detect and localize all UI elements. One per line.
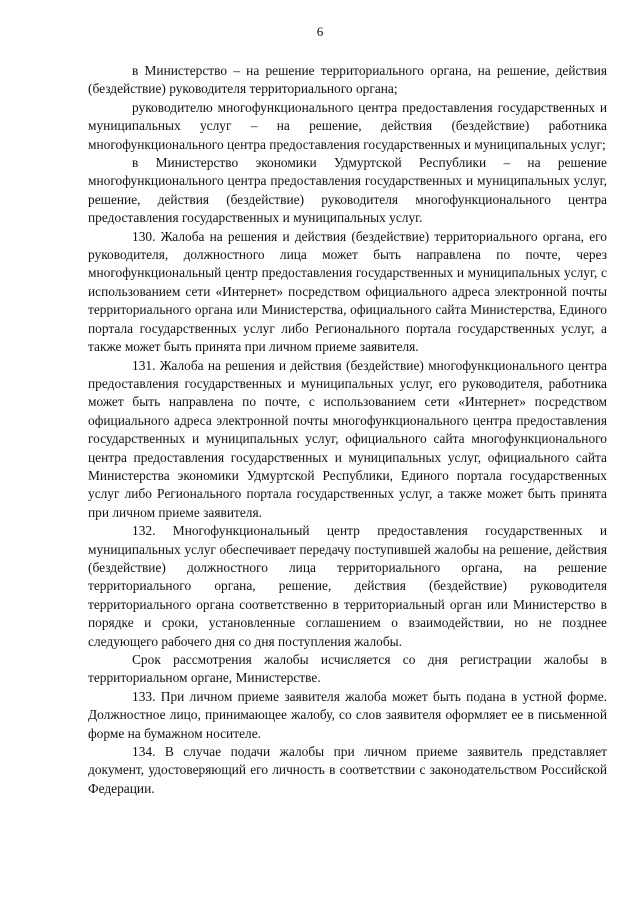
paragraph-economy-ministry-appeal: в Министерство экономики Удмуртской Республики – на решение многофункционального центра предоставления государственных и муниципальных услуг, решение, действия (бездействие) руководителя многофункционального центра предоставления государственных и муниципальных услуг. — [88, 155, 607, 226]
paragraph-130: 130. Жалоба на решения и действия (бездействие) территориального органа, его руководителя, должностного лица может быть направлена по почте, через многофункциональный центр предоставления государственных и муниципальных услуг, с использованием сети «Интернет» посредством официального адреса электронной почты территориального органа или Министерства, официального сайта Министерства, Единого портала государственных услуг либо Регионального портала государственных услуг, а также может быть принята при личном приеме заявителя. — [88, 228, 607, 355]
paragraph-131: 131. Жалоба на решения и действия (бездействие) многофункционального центра предоставления государственных и муниципальных услуг, его руководителя, работника может быть направлена по почте, с использованием сети «Интернет» посредством официального адреса электронной почты многофункционального центра предоставления государственных и муниципальных услуг, официального сайта многофункционального центра предоставления государственных и муниципальных услуг, официального сайта Министерства экономики Удмуртской Республики, Единого портала государственных услуг либо Регионального портала государственных услуг, а также может быть принята при личном приеме заявителя. — [88, 357, 607, 520]
paragraph-review-term: Срок рассмотрения жалобы исчисляется со дня регистрации жалобы в территориальном органе, Министерстве. — [88, 652, 607, 686]
document-body — [88, 62, 607, 798]
paragraph-mfc-head-appeal: руководителю многофункционального центра предоставления государственных и муниципальных услуг – на решение, действия (бездействие) работника многофункционального центра предоставления государственных и муниципальных услуг; — [88, 99, 607, 152]
paragraph-132: 132. Многофункциональный центр предоставления государственных и муниципальных услуг обеспечивает передачу поступившей жалобы на решение, действия (бездействие) должностного лица территориального органа, на решение территориального органа, решение, действия (бездействие) руководителя территориального органа соответственно в территориальный орган или Министерство в порядке и сроки, установленные соглашением о взаимодействии, но не позднее следующего рабочего дня со дня поступления жалобы. — [88, 523, 607, 649]
paragraph-ministry-appeal: в Министерство – на решение территориального органа, на решение, действия (бездействие) руководителя территориального органа; — [88, 63, 607, 97]
page-number: 6 — [316, 24, 324, 39]
paragraph-134: 134. В случае подачи жалобы при личном приеме заявитель представляет документ, удостоверяющий его личность в соответствии с законодательством Российской Федерации. — [88, 744, 607, 796]
paragraph-133: 133. При личном приеме заявителя жалоба может быть подана в устной форме. Должностное лицо, принимающее жалобу, со слов заявителя оформляет ее в письменной форме на бумажном носителе. — [88, 688, 607, 741]
